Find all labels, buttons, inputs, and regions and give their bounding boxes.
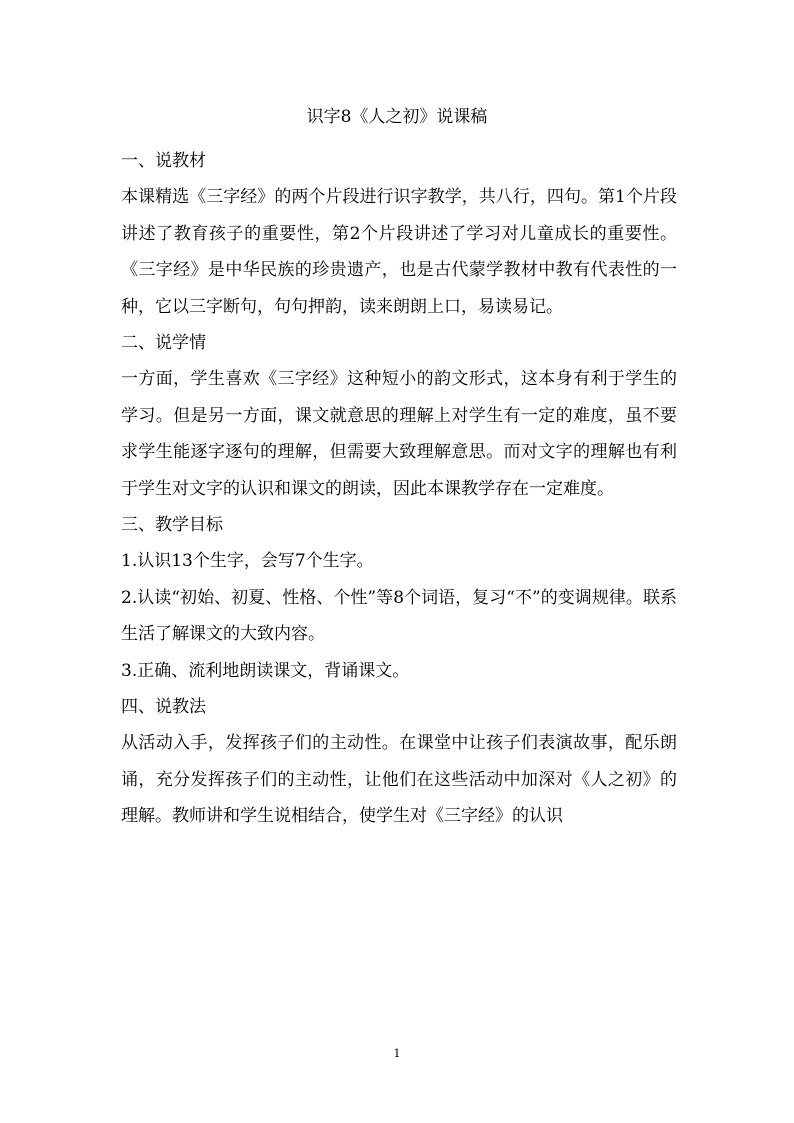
goal-item-2: 2.认读“初始、初夏、性格、个性”等8个词语，复习“不”的变调规律。联系生活了解课文的大致内容。 — [121, 587, 677, 644]
goal-item-1: 1.认识13个生字，会写7个生字。 — [121, 551, 374, 571]
paragraph-teaching-method: 从活动入手，发挥孩子们的主动性。在课堂中让孩子们表演故事，配乐朗诵，充分发挥孩子们的主动性，让他们在这些活动中加深对《人之初》的理解。教师讲和学生说相结合，使学生对《三字经》的认识 — [121, 733, 677, 826]
document-title: 识字8《人之初》说课稿 — [306, 107, 488, 127]
document-body — [121, 143, 677, 835]
section-heading-teaching-method: 四、说教法 — [121, 697, 206, 717]
paragraph-teaching-material: 本课精选《三字经》的两个片段进行识字教学，共八行，四句。第1个片段讲述了教育孩子的重要性，第2个片段讲述了学习对儿童成长的重要性。《三字经》是中华民族的珍贵遗产，也是古代蒙学教材中教有代表性的一种，它以三字断句，句句押韵，读来朗朗上口，易读易记。 — [121, 187, 677, 317]
section-heading-student-situation: 二、说学情 — [121, 333, 206, 353]
page-number: 1 — [393, 1047, 401, 1060]
goal-item-3: 3.正确、流利地朗读课文，背诵课文。 — [121, 660, 410, 681]
section-heading-teaching-goals: 三、教学目标 — [121, 515, 223, 535]
section-heading-teaching-material: 一、说教材 — [121, 151, 206, 171]
paragraph-student-situation: 一方面，学生喜欢《三字经》这种短小的韵文形式，这本身有利于学生的学习。但是另一方面，课文就意思的理解上对学生有一定的难度，虽不要求学生能逐字逐句的理解，但需要大致理解意思。而对文字的理解也有利于学生对文字的认识和课文的朗读，因此本课教学存在一定难度。 — [121, 369, 677, 499]
